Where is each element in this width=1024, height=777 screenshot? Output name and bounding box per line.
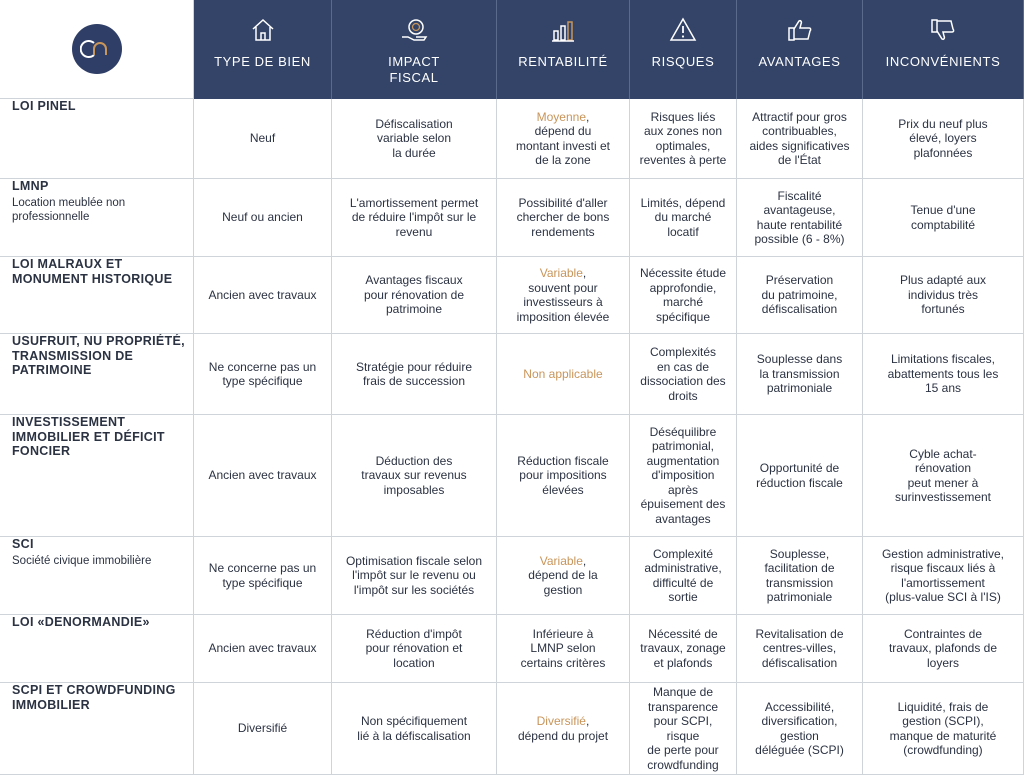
table-cell — [194, 334, 332, 415]
cell-body: Prix du neuf plus élevé, loyers plafonnées — [898, 116, 988, 160]
cell-body: Ancien avec travaux — [208, 287, 317, 302]
table-cell — [863, 257, 1024, 334]
cell-body: , dépend du montant investi et de la zone — [515, 109, 611, 167]
column-header-label: INCONVÉNIENTS — [885, 54, 1001, 69]
cell-body: Déduction des travaux sur revenus imposables — [361, 453, 467, 497]
cell-text — [761, 273, 837, 317]
cell-text — [357, 714, 470, 743]
cell-text — [521, 627, 606, 671]
column-header-label: IMPACT FISCAL — [388, 54, 440, 85]
cell-text — [517, 454, 608, 498]
cell-body: Cyble achat- rénovation peut mener à surinvestissement — [894, 446, 992, 504]
row-title: LOI PINEL — [12, 99, 76, 113]
table-cell — [332, 179, 497, 257]
cell-text — [238, 721, 287, 736]
row-title: INVESTISSEMENT IMMOBILIER ET DÉFICIT FONCIER — [12, 415, 165, 458]
row-header-lmnp — [0, 179, 194, 257]
row-title: LOI «DENORMANDIE» — [12, 615, 150, 629]
cell-text — [898, 117, 987, 161]
cell-body: Réduction fiscale pour impositions élevées — [517, 453, 609, 497]
cell-text — [754, 189, 844, 247]
cell-body: L'amortissement permet de réduire l'impôt sur le revenu — [349, 195, 479, 239]
cell-body: Réduction d'impôt pour rénovation et location — [365, 626, 463, 670]
table-cell — [194, 257, 332, 334]
table-cell — [863, 683, 1024, 775]
table-cell — [497, 99, 630, 179]
cell-body: Revitalisation de centres-villes, défiscalisation — [755, 626, 844, 670]
cell-text — [888, 352, 999, 396]
cell-body: Ancien avec travaux — [208, 641, 317, 656]
cell-body: Neuf ou ancien — [222, 210, 303, 225]
cell-body: Non spécifiquement lié à la défiscalisation — [357, 714, 471, 743]
table-cell — [863, 615, 1024, 683]
table-cell — [194, 99, 332, 179]
table-cell — [630, 537, 737, 615]
table-cell — [332, 615, 497, 683]
cell-body: Défiscalisation variable selon la durée — [375, 116, 453, 160]
column-header-inconvenients — [863, 0, 1024, 99]
cell-body: Gestion administrative, risque fiscaux liés à l'amortissement (plus-value SCI à l'IS) — [881, 546, 1005, 604]
cell-text — [882, 547, 1004, 605]
table-cell — [497, 415, 630, 537]
cell-text — [757, 352, 842, 396]
cell-text — [755, 627, 843, 671]
cell-body: Complexité administrative, difficulté de sortie — [644, 546, 722, 604]
table-cell — [332, 683, 497, 775]
cell-body: Diversifié — [237, 721, 288, 736]
cell-text — [350, 196, 478, 240]
table-cell — [630, 615, 737, 683]
house-icon — [250, 16, 276, 44]
thumbs-up-icon — [786, 16, 814, 44]
cell-text — [528, 554, 597, 598]
column-header-risques — [630, 0, 737, 99]
column-header-label: RISQUES — [651, 54, 715, 69]
warning-icon — [669, 16, 697, 44]
cell-body: Liquidité, frais de gestion (SCPI), manque de maturité (crowdfunding) — [889, 699, 997, 757]
cell-text — [638, 685, 728, 772]
highlighted-value: Non applicable — [523, 366, 603, 381]
table-cell — [737, 615, 863, 683]
cell-body: , dépend du projet — [517, 714, 609, 743]
table-cell — [630, 334, 737, 415]
table-cell — [737, 537, 863, 615]
table-cell — [737, 179, 863, 257]
cell-text — [644, 547, 721, 605]
cell-text — [641, 425, 726, 527]
column-header-label: TYPE DE BIEN — [214, 54, 311, 69]
cell-text — [640, 345, 725, 403]
cell-body: Limitations fiscales, abattements tous les 15 ans — [887, 352, 999, 396]
table-cell — [863, 334, 1024, 415]
cell-text — [756, 461, 843, 490]
row-header-sci — [0, 537, 194, 615]
cell-body: Nécessite étude approfondie, marché spécifique — [639, 266, 727, 324]
cell-body: Possibilité d'aller chercher de bons rendements — [516, 195, 610, 239]
cell-text — [356, 360, 472, 389]
cell-body: , dépend de la gestion — [528, 553, 598, 597]
column-header-avantages — [737, 0, 863, 99]
row-header-loi-pinel — [0, 99, 194, 179]
cell-body: Déséquilibre patrimonial, augmentation d'imposition après épuisement des avantages — [640, 424, 726, 526]
cell-text — [517, 196, 610, 240]
highlighted-value: Diversifié — [536, 714, 586, 728]
cell-body: Attractif pour gros contribuables, aides significatives de l'État — [749, 109, 850, 167]
cell-body: Plus adapté aux individus très fortunés — [899, 273, 987, 317]
cell-text — [250, 131, 275, 146]
cell-text — [208, 468, 316, 483]
column-header-label: RENTABILITÉ — [518, 54, 608, 69]
table-cell — [497, 334, 630, 415]
table-cell — [497, 179, 630, 257]
cell-text — [361, 454, 466, 498]
table-cell — [497, 683, 630, 775]
cell-text — [910, 203, 975, 232]
highlighted-value: Moyenne — [536, 109, 587, 124]
cell-body: Souplesse, facilitation de transmission patrimoniale — [764, 546, 835, 604]
cell-text — [346, 554, 482, 598]
table-cell — [332, 537, 497, 615]
cell-text — [517, 266, 610, 324]
table-cell — [863, 179, 1024, 257]
table-cell — [737, 257, 863, 334]
cell-body: Optimisation fiscale selon l'impôt sur le revenu ou l'impôt sur les sociétés — [345, 553, 483, 597]
table-cell — [194, 415, 332, 537]
cell-body: Nécessité de travaux, zonage et plafonds — [640, 626, 726, 670]
table-cell — [497, 537, 630, 615]
row-header-usufruit-nu-propriete-transmission-de-patrimoine — [0, 334, 194, 415]
cell-body: Stratégie pour réduire frais de succession — [355, 359, 473, 388]
cell-text — [209, 360, 316, 389]
row-title: USUFRUIT, NU PROPRIÉTÉ, TRANSMISSION DE PATRIMOINE — [12, 334, 185, 377]
table-cell — [497, 615, 630, 683]
cell-text — [640, 266, 726, 324]
table-cell — [194, 615, 332, 683]
cell-text — [895, 447, 991, 505]
thumbs-down-icon — [929, 16, 957, 44]
table-cell — [630, 415, 737, 537]
column-header-rentabilite — [497, 0, 630, 99]
column-header-type-de-bien — [194, 0, 332, 99]
cell-text — [222, 210, 303, 225]
table-cell — [630, 179, 737, 257]
coin-hand-icon — [400, 16, 428, 44]
cell-text — [641, 196, 726, 240]
table-cell — [863, 99, 1024, 179]
row-header-investissement-immobilier-et-deficit-foncier — [0, 415, 194, 537]
row-header-loi-denormandie — [0, 615, 194, 683]
row-header-scpi-et-crowdfunding-immobilier — [0, 683, 194, 775]
cell-text — [518, 714, 608, 743]
cn-logo — [72, 24, 122, 74]
row-subtitle: Location meublée non professionnelle — [12, 196, 126, 223]
cell-body: Risques liés aux zones non optimales, reventes à perte — [639, 109, 727, 167]
cell-text — [364, 273, 464, 317]
table-cell — [332, 415, 497, 537]
highlighted-value: Variable — [539, 553, 583, 568]
table-cell — [737, 683, 863, 775]
cell-text — [208, 288, 316, 303]
cell-body: Avantages fiscaux pour rénovation de patrimoine — [363, 273, 465, 317]
cell-body: Ne concerne pas un type spécifique — [208, 561, 317, 590]
cell-body: Préservation du patrimoine, défiscalisation — [761, 273, 838, 317]
row-title: LMNP — [12, 179, 49, 193]
row-title: SCI — [12, 537, 34, 551]
cell-body: Neuf — [249, 131, 276, 146]
table-cell — [332, 334, 497, 415]
cell-body: Opportunité de réduction fiscale — [756, 461, 843, 490]
table-cell — [332, 257, 497, 334]
table-cell — [630, 257, 737, 334]
table-cell — [194, 537, 332, 615]
cell-body: Limités, dépend du marché locatif — [640, 195, 726, 239]
table-cell — [737, 99, 863, 179]
cell-body: Tenue d'une comptabilité — [910, 203, 976, 232]
table-cell — [863, 537, 1024, 615]
cell-body: Inférieure à LMNP selon certains critères — [520, 626, 606, 670]
table-cell — [737, 334, 863, 415]
cell-body: , souvent pour investisseurs à imposition élevée — [516, 266, 610, 324]
table-cell — [332, 99, 497, 179]
row-subtitle: Société civique immobilière — [12, 554, 152, 567]
table-cell — [194, 683, 332, 775]
table-cell — [194, 179, 332, 257]
bar-chart-icon — [550, 16, 576, 44]
table-cell — [630, 683, 737, 775]
row-title: SCPI ET CROWDFUNDING IMMOBILIER — [12, 683, 176, 712]
row-header-loi-malraux-et-monument-historique — [0, 257, 194, 334]
highlighted-value: Variable — [539, 266, 583, 280]
cell-text — [209, 561, 316, 590]
column-header-label: AVANTAGES — [758, 54, 841, 69]
cell-text — [366, 627, 463, 671]
cell-text — [889, 627, 997, 671]
table-cell — [863, 415, 1024, 537]
cell-text — [523, 367, 602, 382]
cell-text — [764, 547, 834, 605]
table-cell — [630, 99, 737, 179]
table-cell — [497, 257, 630, 334]
cell-text — [890, 700, 997, 758]
cell-body: Ancien avec travaux — [208, 468, 317, 483]
table-cell — [737, 415, 863, 537]
cell-text — [749, 110, 849, 168]
cell-text — [516, 110, 610, 168]
cell-body: Complexités en cas de dissociation des droits — [640, 345, 726, 403]
cell-text — [208, 641, 316, 656]
cell-body: Manque de transparence pour SCPI, risque de perte pour crowdfunding — [647, 685, 719, 772]
row-title: LOI MALRAUX ET MONUMENT HISTORIQUE — [12, 257, 173, 286]
cell-body: Souplesse dans la transmission patrimoniale — [756, 352, 843, 396]
cell-text — [640, 110, 727, 168]
cell-text — [900, 273, 986, 317]
cell-body: Accessibilité, diversification, gestion déléguée (SCPI) — [755, 699, 844, 757]
cell-text — [755, 700, 844, 758]
cell-text — [640, 627, 725, 671]
column-header-impact-fiscal — [332, 0, 497, 99]
cell-body: Fiscalité avantageuse, haute rentabilité possible (6 - 8%) — [754, 188, 845, 246]
cell-body: Contraintes de travaux, plafonds de loyers — [888, 626, 998, 670]
cell-text — [375, 117, 452, 161]
logo-cell — [0, 0, 194, 99]
cell-body: Ne concerne pas un type spécifique — [208, 359, 317, 388]
